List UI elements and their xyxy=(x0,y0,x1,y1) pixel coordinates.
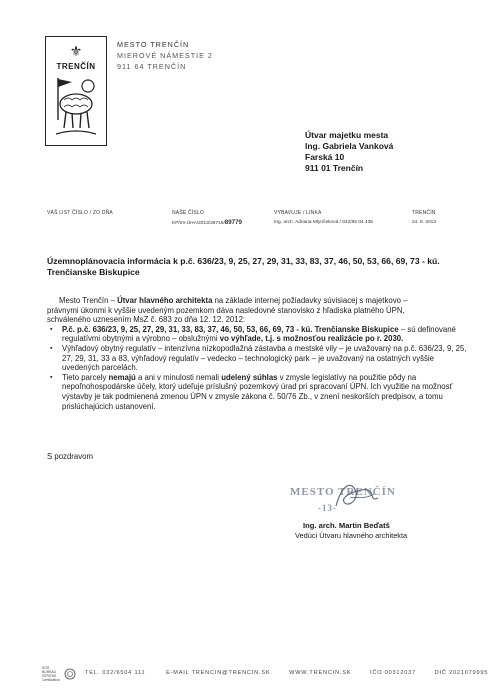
certification-seal-icon xyxy=(64,668,76,680)
statement-emphasis: udelený súhlas xyxy=(221,372,278,382)
recipient-department: Útvar majetku mesta xyxy=(305,130,389,140)
statement-item xyxy=(47,344,467,373)
stamp-number: -13- xyxy=(318,503,337,513)
sender-street: MIEROVÉ NÁMESTIE 2 xyxy=(117,51,213,60)
subject-line-2: Trenčianske Biskupice xyxy=(47,267,140,277)
intro-city: Mesto Trenčín – xyxy=(59,296,118,305)
certification-text: SGS BUREAU VERITAS Certification xyxy=(42,666,60,682)
statement-text: v zmysle legislatívy na použitie pôdy na nepoľnohospodárske účely, ktorý udeľuje príslušný pozemkový úrad pri spracovaní ÚPN. Ich využitie na možnosť výstavby je tak podmienená zmenou ÚPN v zmysle zákona č. 50/76 Zb., v znení neskorších predpisov, a tomu prislúchajúcich ustanovení. xyxy=(62,372,453,411)
your-letter-label: VÁŠ LIST ČÍSLO / ZO DŇA xyxy=(47,210,113,216)
coat-of-arms-crest-icon: ⚜ xyxy=(69,43,83,59)
statement-list xyxy=(47,325,467,411)
footer-dic: DIČ 2021079995 xyxy=(434,670,489,676)
handled-by-value: Ing. arch. Adriana Mlynčeková / 032/65 04 436 xyxy=(274,220,373,225)
statement-item xyxy=(47,325,467,344)
our-number-prefix: KP/Im-ÚHA/2013/36716/ xyxy=(172,221,225,226)
certification-marks xyxy=(42,666,74,684)
footer-website: WWW.TRENCIN.SK xyxy=(289,670,352,676)
intro-line-2: právnymi úkonmi k vyššie uvedeným pozemkom dáva nasledovné stanovisko z hľadiska platného ÚPN, xyxy=(47,305,405,315)
city-coat-of-arms xyxy=(45,36,107,146)
statement-item xyxy=(47,373,467,411)
logo-wordmark: TRENČÍN xyxy=(56,62,96,71)
statement-text: Tieto parcely xyxy=(62,372,109,382)
our-number-label: NAŠE ČÍSLO xyxy=(172,210,205,216)
our-number-value xyxy=(172,219,242,226)
intro-rest: na základe internej požiadavky súvisiacej s majetkovo – xyxy=(212,296,408,305)
intro-line-3: schváleného uznesením MsZ č. 683 zo dňa 12. 12. 2012: xyxy=(47,315,246,325)
sender-zip-city: 911 64 TRENČÍN xyxy=(117,62,187,71)
handwritten-signature-icon xyxy=(330,478,382,514)
letter-date: 24. 9. 2013 xyxy=(412,220,437,225)
letter-subject xyxy=(47,256,467,278)
place-label: TRENČÍN xyxy=(412,210,436,216)
letter-body xyxy=(47,296,467,411)
statement-text: a ani v minulosti nemali xyxy=(135,372,222,382)
footer-email: E-MAIL TRENCIN@TRENCIN.SK xyxy=(166,670,271,676)
statement-parcels: P.č. p.č. 636/23, 9, 25, 27, 29, 31, 33, 83, 37, 46, 50, 53, 66, 69, 73 - kú. Trenčianske Biskupice xyxy=(62,324,399,334)
closing-greeting: S pozdravom xyxy=(47,452,93,461)
subject-line-1: Územnoplánovacia informácia k p.č. 636/23, 9, 25, 27, 29, 31, 33, 83, 37, 46, 50, 53, 66, 69, 73 - kú. xyxy=(47,256,440,266)
recipient-address xyxy=(305,130,393,174)
sender-city-name: MESTO TRENČÍN xyxy=(117,40,190,49)
intro-department: Útvar hlavného architekta xyxy=(117,296,213,305)
recipient-zip-city: 911 01 Trenčín xyxy=(305,163,364,173)
handled-by-label: VYBAVUJE / LINKA xyxy=(274,210,322,216)
our-number-suffix: 89779 xyxy=(224,219,243,226)
statement-text: – sú definované regulatívmi obytnými a výrobno – obslužnými xyxy=(62,324,456,344)
intro-line-1 xyxy=(47,296,467,306)
footer-ico: IČO 00312037 xyxy=(370,670,416,676)
signatory-role: Vedúci Útvaru hlavného architekta xyxy=(295,531,408,540)
lamb-emblem-icon xyxy=(50,74,102,142)
signatory-name: Ing. arch. Martin Beďatš xyxy=(303,521,390,530)
statement-text: Výhľadový obytný regulatív – intenzívna nízkopodlažná zástavba a mestské vily – je uvažovaný na p.č. 636/23, 9, 25, 27, 29, 31, 33 a 83, výhľadový regulatív – vedecko – technologický park – je uvažovaný na ostatných vyššie uvedených parcelách. xyxy=(62,343,467,373)
recipient-person: Ing. Gabriela Vanková xyxy=(305,141,394,151)
footer-phone: TEL. 032/6504 111 xyxy=(85,670,146,676)
statement-emphasis: vo výhľade, t.j. s možnosťou realizácie po r. 2030. xyxy=(219,334,404,344)
official-stamp: MESTO TRENČÍN xyxy=(290,486,396,498)
statement-emphasis: nemajú xyxy=(108,372,136,382)
contact-footer xyxy=(85,670,488,676)
recipient-street: Farská 10 xyxy=(305,152,345,162)
